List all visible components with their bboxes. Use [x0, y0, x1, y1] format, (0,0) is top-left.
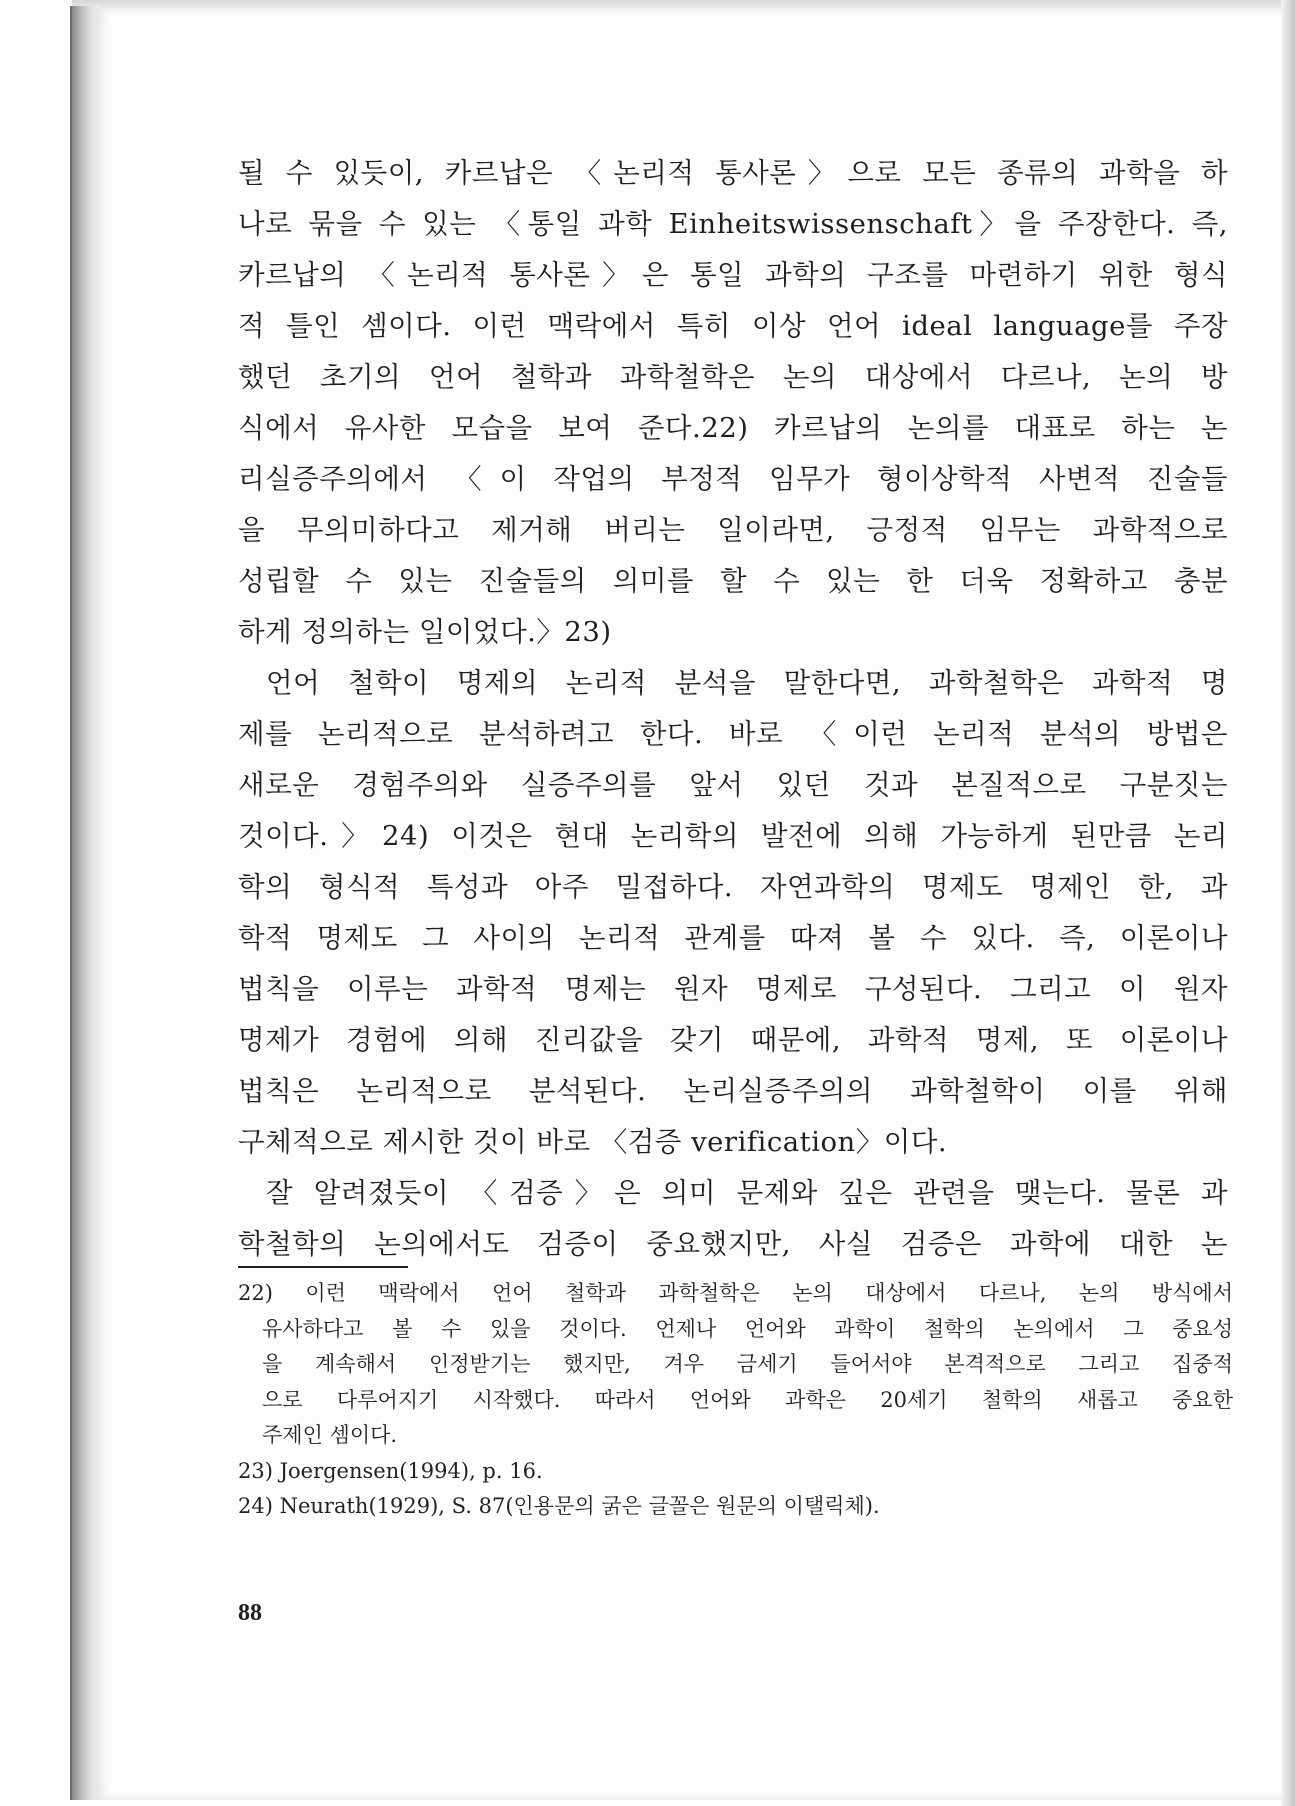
- body-line: 학철학의 논의에서도 검증이 중요했지만, 사실 검증은 과학에 대한 논: [238, 1228, 1228, 1260]
- footnote-23: 23) Joergensen(1994), p. 16.: [238, 1458, 543, 1483]
- body-line: 리실증주의에서 〈이 작업의 부정적 임무가 형이상학적 사변적 진술들: [238, 463, 1228, 495]
- body-line: 적 틀인 셈이다. 이런 맥락에서 특히 이상 언어 ideal language를 주장: [238, 310, 1228, 342]
- body-line: 학적 명제도 그 사이의 논리적 관계를 따져 볼 수 있다. 즉, 이론이나: [238, 922, 1228, 954]
- body-text: [238, 148, 1228, 1270]
- body-line: 나로 묶을 수 있는 〈통일 과학 Einheitswissenschaft〉을 주장한다. 즉,: [238, 208, 1229, 240]
- body-line: 명제가 경험에 의해 진리값을 갖기 때문에, 과학적 명제, 또 이론이나: [238, 1024, 1228, 1056]
- body-line: 제를 논리적으로 분석하려고 한다. 바로 〈이런 논리적 분석의 방법은: [238, 718, 1228, 750]
- body-line: 법칙을 이루는 과학적 명제는 원자 명제로 구성된다. 그리고 이 원자: [238, 973, 1228, 1005]
- body-line: 성립할 수 있는 진술들의 의미를 할 수 있는 한 더욱 정확하고 충분: [238, 565, 1228, 597]
- paragraph-start-line: 언어 철학이 명제의 논리적 분석을 말한다면, 과학철학은 과학적 명: [266, 667, 1228, 699]
- body-line: 법칙은 논리적으로 분석된다. 논리실증주의의 과학철학이 이를 위해: [238, 1075, 1228, 1107]
- paragraph-start-line: 잘 알려졌듯이 〈검증〉은 의미 문제와 깊은 관련을 맺는다. 물론 과: [266, 1177, 1228, 1209]
- page-number: 88: [238, 1600, 262, 1626]
- footnote-22-line: 주제인 셈이다.: [262, 1423, 398, 1447]
- body-line: 카르납의 〈논리적 통사론〉은 통일 과학의 구조를 마련하기 위한 형식: [238, 259, 1228, 291]
- body-line: 을 무의미하다고 제거해 버리는 일이라면, 긍정적 임무는 과학적으로: [238, 514, 1228, 546]
- body-line: 것이다.〉24) 이것은 현대 논리학의 발전에 의해 가능하게 된만큼 논리: [238, 820, 1228, 852]
- footnote-22-line: 을 계속해서 인정받기는 했지만, 겨우 금세기 들어서야 본격적으로 그리고 집중적: [262, 1352, 1233, 1376]
- footnote-24: 24) Neurath(1929), S. 87(인용문의 굵은 글꼴은 원문의 이탤릭체).: [238, 1494, 880, 1518]
- footnote-divider: [238, 1266, 408, 1268]
- body-line: 새로운 경험주의와 실증주의를 앞서 있던 것과 본질적으로 구분짓는: [238, 769, 1228, 801]
- footnote-22-line: 유사하다고 볼 수 있을 것이다. 언제나 언어와 과학이 철학의 논의에서 그 중요성: [262, 1316, 1233, 1341]
- body-line: 구체적으로 제시한 것이 바로 〈검증 verification〉이다.: [238, 1126, 948, 1158]
- book-page: [96, 8, 1282, 1800]
- body-line: 될 수 있듯이, 카르납은 〈논리적 통사론〉으로 모든 종류의 과학을 하: [238, 157, 1228, 189]
- body-line: 학의 형식적 특성과 아주 밀접하다. 자연과학의 명제도 명제인 한, 과: [238, 871, 1228, 903]
- footnote-22-line: 으로 다루어지기 시작했다. 따라서 언어와 과학은 20세기 철학의 새롭고 중요한: [262, 1387, 1233, 1412]
- body-line: 식에서 유사한 모습을 보여 준다.22) 카르납의 논의를 대표로 하는 논: [238, 412, 1228, 444]
- body-line: 하게 정의하는 일이었다.〉23): [238, 616, 612, 648]
- book-edge-right: [1281, 0, 1295, 1806]
- footnote-22-line: 22) 이런 맥락에서 언어 철학과 과학철학은 논의 대상에서 다르나, 논의 방식에서: [238, 1281, 1233, 1305]
- footnotes: [238, 1276, 1233, 1525]
- body-line: 했던 초기의 언어 철학과 과학철학은 논의 대상에서 다르나, 논의 방: [238, 361, 1228, 393]
